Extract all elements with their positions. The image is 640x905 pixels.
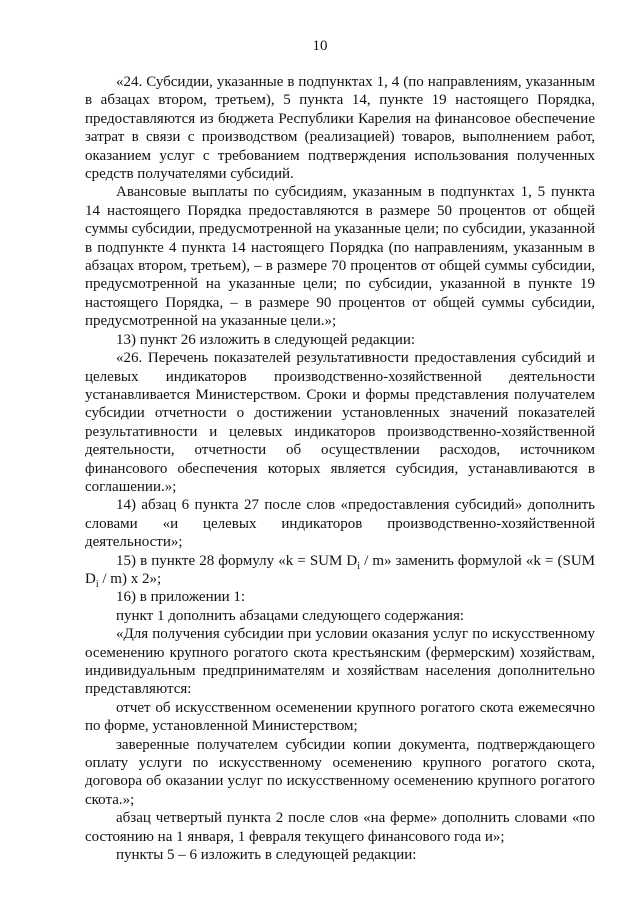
paragraph-point-1-amend: пункт 1 дополнить абзацами следующего содержания: [116, 607, 465, 624]
formula-subscript-1: i [357, 560, 361, 572]
formula-text-suffix: / m) x 2»; [98, 570, 162, 587]
formula-text-prefix: 15) в пункте 28 формулу «k = SUM D [116, 552, 358, 569]
paragraph-insemination-report: отчет об искусственном осеменении крупного рогатого скота ежемесячно по форме, установленной Министерством; [85, 699, 595, 735]
document-body [85, 73, 595, 864]
paragraph-points-5-6: пункты 5 – 6 изложить в следующей редакции: [116, 847, 417, 864]
paragraph-certified-copies: заверенные получателем субсидии копии документа, подтверждающего оплату услуги по искусственному осеменению крупного рогатого скота, договора об оказании услуг по искусственному осеменению крупного рогатого скота.»; [85, 736, 595, 808]
paragraph-item-13: 13) пункт 26 изложить в следующей редакции: [116, 331, 416, 348]
paragraph-insemination-subsidy: «Для получения субсидии при условии оказания услуг по искусственному осеменению крупного рогатого скота крестьянским (фермерским) хозяйствам, индивидуальным предпринимателям и хозяйствам населения дополнительно представляются: [85, 626, 595, 698]
paragraph-item-14: 14) абзац 6 пункта 27 после слов «предоставления субсидий» дополнить словами «и целевых индикаторов производственно-хозяйственной деятельности»; [85, 497, 595, 551]
formula-subscript-2: i [95, 578, 99, 590]
paragraph-point-2-amend: абзац четвертый пункта 2 после слов «на ферме» дополнить словами «по состоянию на 1 января, 1 февраля текущего финансового года и»; [85, 810, 595, 845]
formula-text-middle: / m» заменить формулой «k = (SUM D [85, 552, 595, 587]
paragraph-24: «24. Субсидии, указанные в подпунктах 1, 4 (по направлениям, указанным в абзацах втором, третьем), 5 пункта 14, пункте 19 настоящего Порядка, предоставляются из бюджета Республики Карелия на финансовое обеспечение затрат в связи с производством (реализацией) товаров, выполнением работ, оказанием услуг с требованием подтверждения использования полученных средств получателями субсидий. [85, 74, 595, 183]
paragraph-26: «26. Перечень показателей результативности предоставления субсидий и целевых индикаторов производственно-хозяйственной деятельности устанавливается Министерством. Сроки и формы представления получателем субсидии отчетности о достижении установленных значений показателей результативности и целевых индикаторов производственно-хозяйственной деятельности, отчетности об осуществлении расходов, источником финансового обеспечения которых является субсидия, устанавливаются в соглашении.»; [85, 350, 595, 495]
paragraph-item-15-formula [85, 552, 595, 589]
paragraph-item-16: 16) в приложении 1: [116, 589, 246, 606]
paragraph-advance-payments: Авансовые выплаты по субсидиям, указанным в подпунктах 1, 5 пункта 14 настоящего Порядка предоставляются в размере 50 процентов от общей суммы субсидии, предусмотренной на указанные цели; по субсидии, указанной в подпункте 4 пункта 14 настоящего Порядка (по направлениям, указанным в абзацах втором, третьем), – в размере 70 процентов от общей суммы субсидии, предусмотренной на указанные цели; по субсидии, указанной в пункте 19 настоящего Порядка, – в размере 90 процентов от общей суммы субсидии, предусмотренной на указанные цели.»; [85, 184, 595, 330]
page-number: 10 [312, 38, 328, 54]
